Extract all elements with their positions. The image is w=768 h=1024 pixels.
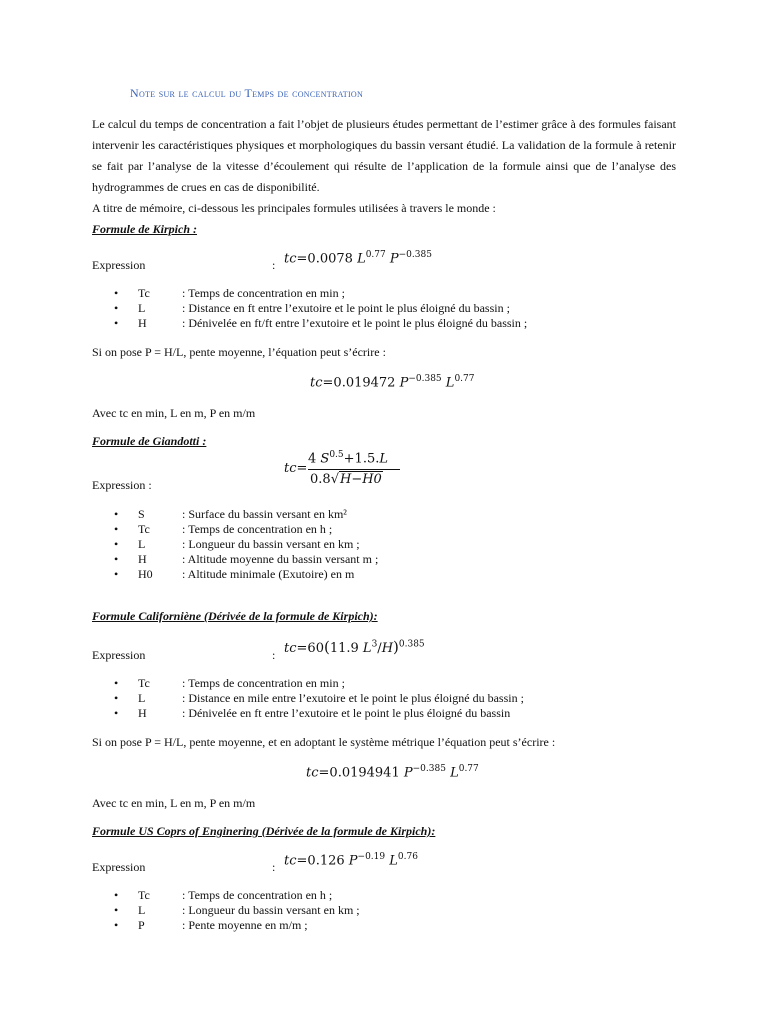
bullet-icon: • — [114, 918, 119, 932]
kirpich-colon: : — [272, 258, 276, 272]
bullet-icon: • — [114, 903, 119, 917]
us-corps-formula: tc=0.126 $P^{-0.19}$ $L^{0.76}$ — [284, 852, 418, 869]
bullet-icon: • — [114, 286, 119, 300]
bullet-icon: • — [114, 691, 119, 705]
page-title: Note sur le calcul du Temps de concentration — [130, 86, 364, 100]
us-corps-expression-label: Expression — [92, 860, 146, 874]
giandotti-heading: Formule de Giandotti : — [92, 434, 207, 448]
kirpich-note: Si on pose P = H/L, pente moyenne, l’équation peut s’écrire : — [92, 345, 386, 359]
bullet-icon: • — [114, 552, 119, 566]
bullet-icon: • — [114, 316, 119, 330]
bullet-icon: • — [114, 301, 119, 315]
bullet-icon: • — [114, 522, 119, 536]
californienne-heading: Formule Californiène (Dérivée de la formule de Kirpich): — [92, 609, 378, 623]
californienne-formula-metric: tc=0.0194941 $P^{-0.385}$ $L^{0.77}$ — [306, 764, 479, 781]
giandotti-expression-label: Expression : — [92, 478, 152, 492]
bullet-icon: • — [114, 706, 119, 720]
californienne-note: Si on pose P = H/L, pente moyenne, et en adoptant le système métrique l’équation peut s’écrire : — [92, 735, 556, 749]
californienne-colon: : — [272, 648, 276, 662]
kirpich-heading: Formule de Kirpich : — [92, 222, 198, 236]
document-page: Note sur le calcul du Temps de concentration Le calcul du temps de concentration a fait l’objet de plusieurs études permettant de l’estimer grâce à des formules faisant intervenir les caractéristiques physiques et morphologiques du bassin versant étudié. La validation de la formule à retenir se fait par l’analyse de la vitesse d’écoulement qui résulte de l’application de la formule ainsi que de l’analyse des hydrogrammes de crues en cas de disponibilité. A titre de mémoire, ci-dessous les principales formules utilisées à travers le monde : Formule de Kirpich : Expression : tc=0.0078 $L^{0.77}$ $P^{-0.385}$ • Tc : Temps de concentration en min ; • L : Distance en ft entre l’exutoire et le point le plus éloigné du bassin ; • H : Dénivelée en ft/ft entre l’exutoire et le point le plus éloigné du bassin ; Si on pose P = H/L, pente moyenne, l’équation peut s’écrire : tc=0.019472 $P^{-0.385}$ $L^{0.77}$ Avec tc en min, L en m, P en m/m Formule de Giandotti : tc= 4 $S^{0.5}+1.5.L$ 0.8√H−H0 Expression : • S : Surface du bassin versant en km² • Tc : Temps de concentration en h ; • L : Longueur du bassin versant en km ; • H : Altitude moyenne du bassin versant m ; • H0 : Altitude minimale (Exutoire) en m Formule Californiène (Dérivée de la formule de Kirpich): Expression : tc=60(11.9 $L^3/H)^{0.385}$ • Tc : Temps de concentration en min ; • L : Distance en mile entre l’exutoire et le point le plus éloigné du bassin ; • H : Dénivelée en ft entre l’exutoire et le point le plus éloigné du bassin Si on pose P = H/L, pente moyenne, et en adoptant le système métrique l’équation peut s’écrire : tc=0.0194941 $P^{-0.385}$ $L^{0.77}$ Avec tc en min, L en m, P en m/m Formule US Coprs of Enginering (Dérivée de la formule de Kirpich): Expression : tc=0.126 $P^{-0.19}$ $L^{0.76}$ • Tc : Temps de concentration en h ; • L : Longueur du bassin versant en km ; • P : Pente moyenne en m/m ; — [0, 0, 768, 1024]
us-corps-heading: Formule US Coprs of Enginering (Dérivée de la formule de Kirpich): — [92, 824, 436, 838]
californienne-expression-label: Expression — [92, 648, 146, 662]
bullet-icon: • — [114, 676, 119, 690]
kirpich-formula-metric: tc=0.019472 $P^{-0.385}$ $L^{0.77}$ — [310, 374, 475, 391]
kirpich-formula: tc=0.0078 $L^{0.77}$ $P^{-0.385}$ — [284, 250, 432, 267]
kirpich-expression-label: Expression — [92, 258, 146, 272]
kirpich-units: Avec tc en min, L en m, P en m/m — [92, 406, 256, 420]
californienne-units: Avec tc en min, L en m, P en m/m — [92, 796, 256, 810]
californienne-formula: tc=60(11.9 $L^3/H)^{0.385}$ — [284, 638, 425, 656]
us-corps-colon: : — [272, 860, 276, 874]
bullet-icon: • — [114, 567, 119, 581]
intro-paragraph: Le calcul du temps de concentration a fait l’objet de plusieurs études permettant de l’estimer grâce à des formules faisant intervenir les caractéristiques physiques et morphologiques du bassin versant étudié. La validation de la formule à retenir se fait par l’analyse de la vitesse d’écoulement qui résulte de l’application de la formule ainsi que de l’analyse des hydrogrammes de crues en cas de disponibilité. — [92, 117, 676, 194]
intro-memo: A titre de mémoire, ci-dessous les principales formules utilisées à travers le monde : — [92, 201, 496, 215]
giandotti-formula: tc= 4 $S^{0.5}+1.5.L$ 0.8√H−H0 — [284, 448, 404, 492]
bullet-icon: • — [114, 507, 119, 521]
bullet-icon: • — [114, 537, 119, 551]
bullet-icon: • — [114, 888, 119, 902]
